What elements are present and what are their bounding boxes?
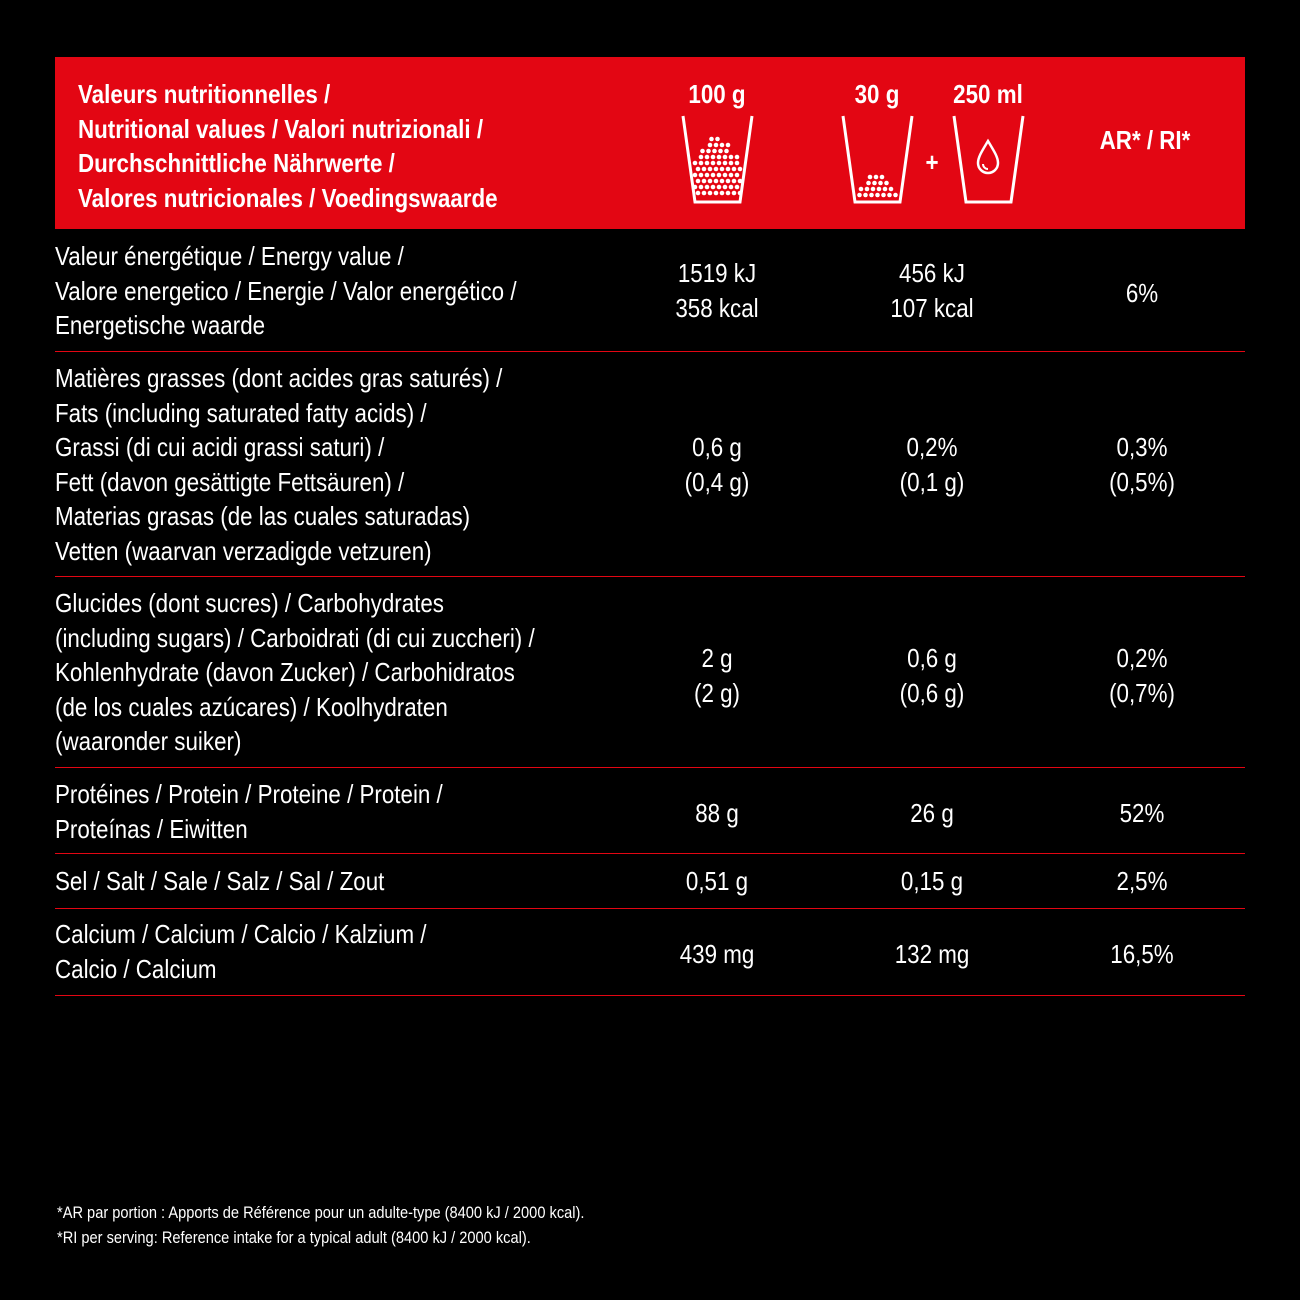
powder-dot xyxy=(723,155,728,160)
powder-dot xyxy=(732,167,737,172)
plus-sign: + xyxy=(925,147,939,177)
table-header xyxy=(55,57,1245,229)
powder-dot xyxy=(865,187,870,192)
value-line: 0,6 g xyxy=(692,432,742,462)
glass-water-icon xyxy=(951,113,1026,205)
powder-dot xyxy=(720,167,725,172)
value-line: 26 g xyxy=(910,798,954,828)
column-header-ar-ri: AR* / RI* xyxy=(1099,125,1191,155)
row-label-line: Grassi (di cui acidi grassi saturi) / xyxy=(55,432,385,462)
row-label-line: Protéines / Protein / Proteine / Protein / xyxy=(55,779,443,809)
glass-powder-small-icon xyxy=(840,113,915,205)
powder-dot xyxy=(729,185,734,190)
value-line: 0,3% xyxy=(1116,432,1168,462)
value-30g xyxy=(846,864,1018,899)
value-line: (0,1 g) xyxy=(899,466,965,497)
value-100g xyxy=(631,641,803,710)
footnote-ar: *AR par portion : Apports de Référence pour un adulte-type (8400 kJ / 2000 kcal). xyxy=(57,1203,585,1222)
powder-dot xyxy=(717,155,722,160)
powder-dot xyxy=(699,155,704,160)
powder-dot xyxy=(729,161,734,166)
powder-dot xyxy=(711,161,716,166)
powder-dot xyxy=(871,187,876,192)
value-line: 0,51 g xyxy=(685,866,749,896)
value-line: 0,6 g xyxy=(907,643,957,673)
powder-dot xyxy=(732,179,737,184)
powder-dot xyxy=(702,167,707,172)
row-label xyxy=(55,864,537,899)
value-line: (0,6 g) xyxy=(899,677,965,708)
row-label-line: Materias grasas (de las cuales saturadas) xyxy=(55,501,471,531)
powder-dot xyxy=(699,185,704,190)
value-line: 16,5% xyxy=(1110,939,1174,969)
powder-dot xyxy=(884,181,889,186)
powder-dot xyxy=(729,173,734,178)
powder-dot xyxy=(714,167,719,172)
value-100g xyxy=(631,937,803,972)
value-line: 6% xyxy=(1125,278,1159,308)
powder-dot xyxy=(869,193,874,198)
value-line: 0,2% xyxy=(906,432,958,462)
glass-powder-icon xyxy=(680,113,755,205)
powder-dot xyxy=(696,179,701,184)
powder-dot xyxy=(699,173,704,178)
powder-dot xyxy=(872,181,877,186)
powder-dot xyxy=(868,175,873,180)
header-title-line: Valores nutricionales / Voedingswaarde xyxy=(78,182,498,213)
row-label-line: Vetten (waarvan verzadigde vetzuren) xyxy=(55,535,432,566)
row-label xyxy=(55,361,537,568)
powder-dot xyxy=(705,173,710,178)
powder-dot xyxy=(863,193,868,198)
powder-dot xyxy=(859,187,864,192)
powder-dot xyxy=(705,185,710,190)
value-line: 439 mg xyxy=(679,939,755,969)
powder-dot xyxy=(700,149,705,154)
value-100g xyxy=(631,864,803,899)
table-row-energy xyxy=(55,232,1245,352)
powder-dot xyxy=(696,167,701,172)
row-label-line: Kohlenhydrate (davon Zucker) / Carbohidratos xyxy=(55,657,515,687)
powder-dot xyxy=(893,193,898,198)
row-label-line: (de los cuales azúcares) / Koolhydraten xyxy=(55,691,448,722)
row-label-line: Calcio / Calcium xyxy=(55,953,217,984)
table-row-salt xyxy=(55,854,1245,909)
powder-dot xyxy=(723,161,728,166)
value-ar xyxy=(1056,276,1228,311)
powder-dot xyxy=(708,143,713,148)
row-label xyxy=(55,586,537,759)
value-100g xyxy=(631,430,803,499)
row-label-line: Energetische waarde xyxy=(55,310,266,340)
header-title xyxy=(78,77,525,215)
column-header-30g: 30 g xyxy=(854,79,900,109)
powder-dot xyxy=(878,181,883,186)
powder-dot xyxy=(693,185,698,190)
powder-dot xyxy=(735,155,740,160)
powder-dot xyxy=(875,193,880,198)
row-label-line: (waaronder suiker) xyxy=(55,726,242,756)
powder-dot xyxy=(709,137,714,142)
value-line: 1519 kJ xyxy=(677,258,757,288)
powder-dot xyxy=(712,149,717,154)
value-line: 0,15 g xyxy=(900,866,964,896)
powder-dot xyxy=(735,185,740,190)
row-label-line: Fett (davon gesättigte Fettsäuren) / xyxy=(55,466,405,497)
powder-dot xyxy=(857,193,862,198)
powder-dot xyxy=(708,179,713,184)
powder-dot xyxy=(693,161,698,166)
powder-dot xyxy=(706,149,711,154)
row-label-line: Valore energetico / Energie / Valor energético / xyxy=(55,275,517,306)
row-label-line: Matières grasses (dont acides gras saturés) / xyxy=(55,363,503,393)
row-label-line: Fats (including saturated fatty acids) / xyxy=(55,397,427,428)
powder-dot xyxy=(729,155,734,160)
value-100g xyxy=(631,256,803,325)
row-label-line: Proteínas / Eiwitten xyxy=(55,813,248,844)
value-line: (0,7%) xyxy=(1109,677,1175,708)
powder-dot xyxy=(866,181,871,186)
powder-dot xyxy=(887,193,892,198)
powder-dot xyxy=(717,161,722,166)
powder-dot xyxy=(880,175,885,180)
value-line: 456 kJ xyxy=(899,258,965,288)
value-line: 88 g xyxy=(695,798,739,828)
table-row-protein xyxy=(55,768,1245,854)
footnote-ri: *RI per serving: Reference intake for a typical adult (8400 kJ / 2000 kcal). xyxy=(57,1228,531,1247)
column-header-100g: 100 g xyxy=(688,79,746,109)
powder-dot xyxy=(723,173,728,178)
powder-dot xyxy=(726,179,731,184)
table-row-calcium xyxy=(55,909,1245,996)
powder-dot xyxy=(883,187,888,192)
powder-dot xyxy=(705,155,710,160)
powder-dot xyxy=(714,191,719,196)
value-line: (2 g) xyxy=(694,677,740,708)
powder-dot xyxy=(738,191,743,196)
value-30g xyxy=(846,256,1018,325)
value-ar xyxy=(1056,937,1228,972)
value-line: 132 mg xyxy=(894,939,970,969)
powder-dot xyxy=(708,167,713,172)
value-line: (0,4 g) xyxy=(684,466,750,497)
row-label-line: Sel / Salt / Sale / Salz / Sal / Zout xyxy=(55,866,385,896)
powder-dot xyxy=(735,173,740,178)
powder-dot xyxy=(724,149,729,154)
powder-dot xyxy=(877,187,882,192)
value-line: 107 kcal xyxy=(890,292,974,323)
powder-dot xyxy=(705,161,710,166)
header-title-line: Durchschnittliche Nährwerte / xyxy=(78,148,395,178)
value-line: 358 kcal xyxy=(675,292,759,323)
value-30g xyxy=(846,796,1018,831)
row-label-line: Glucides (dont sucres) / Carbohydrates xyxy=(55,588,444,618)
powder-dot xyxy=(874,175,879,180)
value-30g xyxy=(846,641,1018,710)
row-label xyxy=(55,777,537,846)
powder-dot xyxy=(717,173,722,178)
powder-dot xyxy=(726,167,731,172)
powder-dot xyxy=(720,143,725,148)
value-line: 2,5% xyxy=(1116,866,1168,896)
value-line: 0,2% xyxy=(1116,643,1168,673)
powder-dot xyxy=(711,155,716,160)
powder-dot xyxy=(711,173,716,178)
powder-dot xyxy=(889,187,894,192)
powder-dot xyxy=(699,161,704,166)
row-label xyxy=(55,917,537,986)
powder-dot xyxy=(696,191,701,196)
powder-dot xyxy=(702,191,707,196)
powder-dot xyxy=(702,179,707,184)
powder-dot xyxy=(693,173,698,178)
value-line: 52% xyxy=(1119,798,1165,828)
value-100g xyxy=(631,796,803,831)
value-line: (0,5%) xyxy=(1109,466,1175,497)
value-30g xyxy=(846,430,1018,499)
row-label-line: Valeur énergétique / Energy value / xyxy=(55,241,404,271)
value-30g xyxy=(846,937,1018,972)
table-row-carbohydrates xyxy=(55,577,1245,768)
value-line: 2 g xyxy=(701,643,733,673)
value-ar xyxy=(1056,430,1228,499)
powder-dot xyxy=(738,167,743,172)
powder-dot xyxy=(726,143,731,148)
powder-dot xyxy=(720,179,725,184)
powder-dot xyxy=(708,191,713,196)
row-label-line: (including sugars) / Carboidrati (di cui zuccheri) / xyxy=(55,622,535,653)
powder-dot xyxy=(720,191,725,196)
value-ar xyxy=(1056,641,1228,710)
powder-dot xyxy=(715,137,720,142)
header-title-line: Nutritional values / Valori nutrizionali / xyxy=(78,113,484,144)
powder-dot xyxy=(738,179,743,184)
value-ar xyxy=(1056,796,1228,831)
powder-dot xyxy=(732,191,737,196)
powder-dot xyxy=(714,143,719,148)
powder-dot xyxy=(735,161,740,166)
column-header-250ml: 250 ml xyxy=(953,79,1023,109)
table-row-fats xyxy=(55,352,1245,577)
header-title-line: Valeurs nutritionnelles / xyxy=(78,79,331,109)
powder-dot xyxy=(711,185,716,190)
powder-dot xyxy=(723,185,728,190)
row-label xyxy=(55,239,537,343)
powder-dot xyxy=(717,185,722,190)
powder-dot xyxy=(718,149,723,154)
value-ar xyxy=(1056,864,1228,899)
powder-dot xyxy=(714,179,719,184)
row-label-line: Calcium / Calcium / Calcio / Kalzium / xyxy=(55,919,427,949)
powder-dot xyxy=(726,191,731,196)
powder-dot xyxy=(881,193,886,198)
